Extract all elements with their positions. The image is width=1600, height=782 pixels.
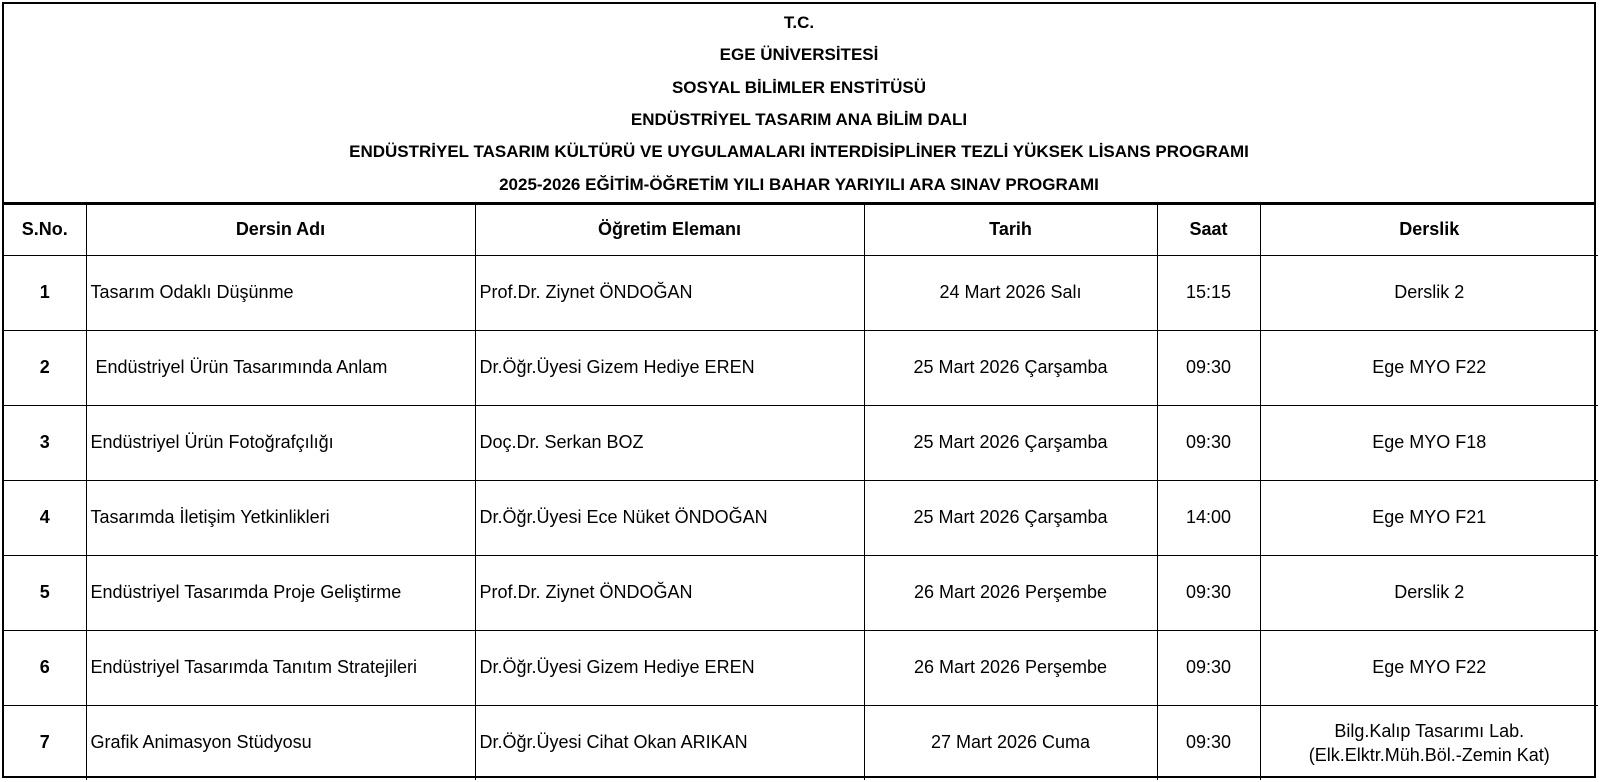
column-header-time: Saat [1157,205,1260,255]
column-header-course: Dersin Adı [86,205,475,255]
row-instructor: Dr.Öğr.Üyesi Gizem Hediye EREN [475,630,864,705]
row-room: Ege MYO F18 [1260,405,1598,480]
table-row [4,555,1598,630]
row-room: Ege MYO F22 [1260,330,1598,405]
row-no: 4 [4,480,86,555]
row-date: 26 Mart 2026 Perşembe [864,555,1157,630]
row-room [1260,705,1598,780]
row-no: 3 [4,405,86,480]
row-date: 27 Mart 2026 Cuma [864,705,1157,780]
header-department: ENDÜSTRİYEL TASARIM ANA BİLİM DALI [630,109,968,129]
exam-schedule-sheet [2,2,1596,778]
table-header-row [4,205,1598,255]
room-line-1: Bilg.Kalıp Tasarımı Lab. [1334,720,1525,741]
row-time: 09:30 [1157,630,1260,705]
row-instructor: Dr.Öğr.Üyesi Gizem Hediye EREN [475,330,864,405]
row-no: 5 [4,555,86,630]
row-course: Tasarımda İletişim Yetkinlikleri [86,480,475,555]
table-row [4,405,1598,480]
row-room: Ege MYO F21 [1260,480,1598,555]
row-time: 14:00 [1157,480,1260,555]
row-instructor: Prof.Dr. Ziynet ÖNDOĞAN [475,555,864,630]
row-course: Endüstriyel Ürün Fotoğrafçılığı [86,405,475,480]
document-header [4,4,1594,205]
header-republic: T.C. [783,13,815,32]
header-schedule-title: 2025-2026 EĞİTİM-ÖĞRETİM YILI BAHAR YARIYILI ARA SINAV PROGRAMI [499,174,1099,194]
row-time: 09:30 [1157,705,1260,780]
row-instructor: Doç.Dr. Serkan BOZ [475,405,864,480]
row-instructor: Dr.Öğr.Üyesi Ece Nüket ÖNDOĞAN [475,480,864,555]
row-course: Endüstriyel Ürün Tasarımında Anlam [86,330,475,405]
row-room: Ege MYO F22 [1260,630,1598,705]
row-instructor: Dr.Öğr.Üyesi Cihat Okan ARIKAN [475,705,864,780]
table-row [4,480,1598,555]
table-row [4,630,1598,705]
row-room: Derslik 2 [1260,555,1598,630]
column-header-instructor: Öğretim Elemanı [475,205,864,255]
row-course: Tasarım Odaklı Düşünme [86,255,475,330]
row-instructor: Prof.Dr. Ziynet ÖNDOĞAN [475,255,864,330]
row-no: 7 [4,705,86,780]
row-date: 26 Mart 2026 Perşembe [864,630,1157,705]
row-room: Derslik 2 [1260,255,1598,330]
header-institute: SOSYAL BİLİMLER ENSTİTÜSÜ [671,77,927,97]
row-no: 6 [4,630,86,705]
row-date: 25 Mart 2026 Çarşamba [864,405,1157,480]
row-no: 1 [4,255,86,330]
row-no: 2 [4,330,86,405]
column-header-no: S.No. [4,205,86,255]
row-date: 25 Mart 2026 Çarşamba [864,330,1157,405]
column-header-room: Derslik [1260,205,1598,255]
header-program: ENDÜSTRİYEL TASARIM KÜLTÜRÜ VE UYGULAMALARI İNTERDİSİPLİNER TEZLİ YÜKSEK LİSANS PROGRAMI [349,142,1249,162]
header-university: EGE ÜNİVERSİTESİ [719,45,879,65]
table-row [4,255,1598,330]
row-time: 09:30 [1157,330,1260,405]
column-header-date: Tarih [864,205,1157,255]
row-course: Endüstriyel Tasarımda Tanıtım Stratejileri [86,630,475,705]
row-course: Grafik Animasyon Stüdyosu [86,705,475,780]
row-time: 09:30 [1157,405,1260,480]
row-time: 09:30 [1157,555,1260,630]
exam-table [4,205,1598,780]
row-date: 25 Mart 2026 Çarşamba [864,480,1157,555]
table-row [4,705,1598,780]
room-line-2: (Elk.Elktr.Müh.Böl.-Zemin Kat) [1308,744,1550,765]
row-course: Endüstriyel Tasarımda Proje Geliştirme [86,555,475,630]
row-time: 15:15 [1157,255,1260,330]
table-row [4,330,1598,405]
row-date: 24 Mart 2026 Salı [864,255,1157,330]
